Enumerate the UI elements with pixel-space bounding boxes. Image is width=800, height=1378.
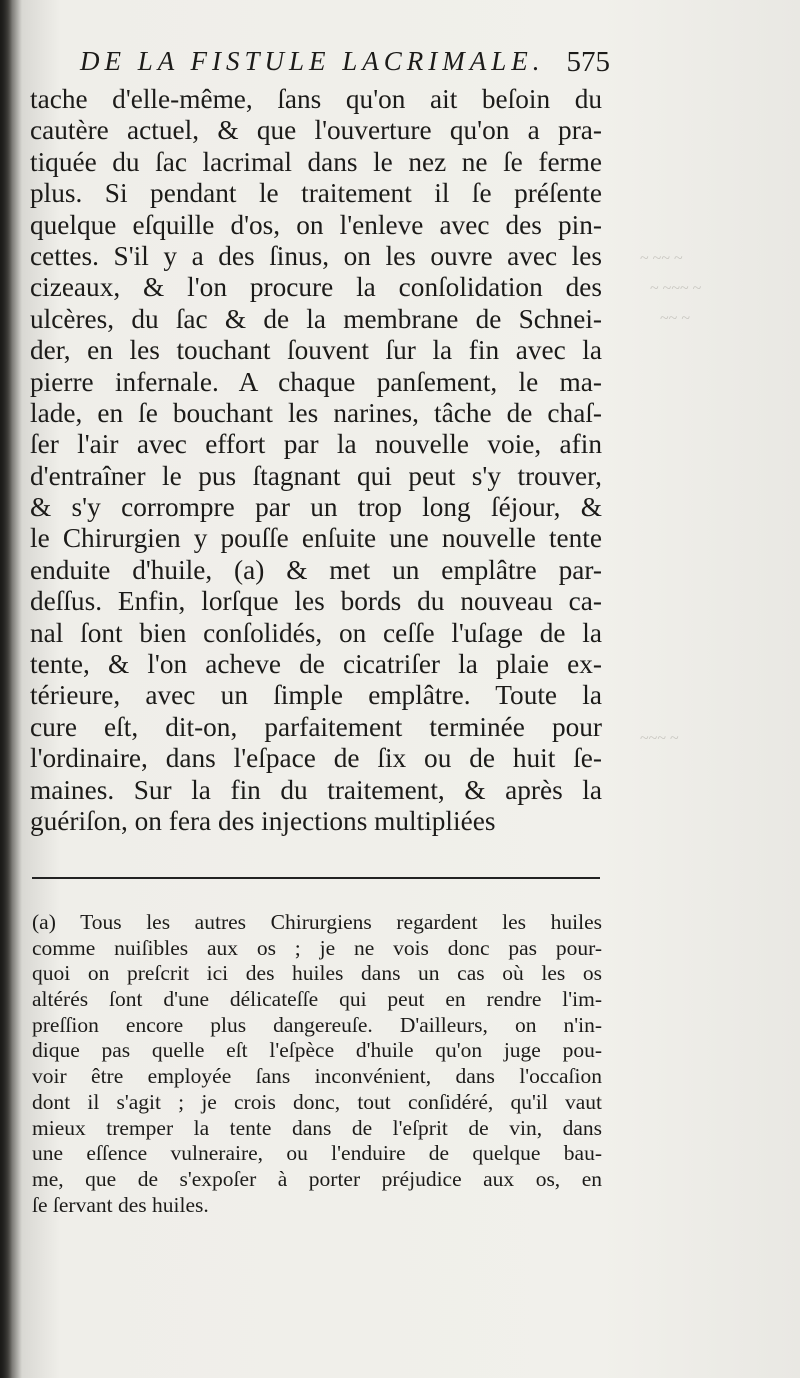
text-line: plus. Si pendant le traitement il ſe préſente xyxy=(30,178,602,209)
text-line: nal ſont bien conſolidés, on ceſſe l'uſage de la xyxy=(30,617,602,648)
footnote-line: altérés ſont d'une délicateſſe qui peut en rendre l'im- xyxy=(32,987,602,1012)
footnote-line: quoi on preſcrit ici des huiles dans un cas où les os xyxy=(32,961,602,986)
footnote-rule xyxy=(32,877,600,879)
footnote-line: (a) Tous les autres Chirurgiens regardent les huiles xyxy=(32,910,602,934)
text-line: guériſon, on fera des injections multipliées xyxy=(30,805,496,836)
text-line: quelque eſquille d'os, on l'enleve avec des pin- xyxy=(30,209,602,240)
page-number: 575 xyxy=(566,46,610,78)
bleed-through-mark: ~~~ ~ xyxy=(640,730,679,747)
footnote-line: preſſion encore plus dangereuſe. D'ailleurs, on n'in- xyxy=(32,1012,602,1037)
footnote-line: mieux tremper la tente dans de l'eſprit de vin, dans xyxy=(32,1115,602,1140)
text-line: pierre infernale. A chaque panſement, le ma- xyxy=(30,366,602,397)
text-line: cautère actuel, & que l'ouverture qu'on a pra- xyxy=(30,115,602,146)
text-line: der, en les touchant ſouvent ſur la fin avec la xyxy=(30,335,602,366)
binding-shadow xyxy=(0,0,12,1378)
main-text xyxy=(30,84,602,837)
text-line: ſer l'air avec effort par la nouvelle voie, afin xyxy=(30,429,602,460)
text-line: tache d'elle-même, ſans qu'on ait beſoin du xyxy=(30,84,602,114)
footnote xyxy=(32,910,602,1218)
running-title: DE LA FISTULE LACRIMALE. xyxy=(80,46,545,76)
footnote-line: dont il s'agit ; je crois donc, tout conſidéré, qu'il vaut xyxy=(32,1089,602,1114)
bleed-through-mark: ~~ ~ xyxy=(660,310,690,327)
text-line: & s'y corrompre par un trop long ſéjour, & xyxy=(30,492,602,523)
bleed-through-mark: ~ ~~~ ~ xyxy=(650,280,702,297)
footnote-line: dique pas quelle eſt l'eſpèce d'huile qu'on juge pou- xyxy=(32,1038,602,1063)
footnote-line: me, que de s'expoſer à porter préjudice aux os, en xyxy=(32,1166,602,1191)
text-line: tente, & l'on acheve de cicatriſer la plaie ex- xyxy=(30,649,602,680)
footnote-line: voir être employée ſans inconvénient, dans l'occaſion xyxy=(32,1064,602,1089)
text-line: térieure, avec un ſimple emplâtre. Toute la xyxy=(30,680,602,711)
page-header xyxy=(80,42,610,86)
text-line: maines. Sur la fin du traitement, & après la xyxy=(30,774,602,805)
text-line: le Chirurgien y pouſſe enſuite une nouvelle tente xyxy=(30,523,602,554)
text-line: cizeaux, & l'on procure la conſolidation des xyxy=(30,272,602,303)
footnote-line: ſe ſervant des huiles. xyxy=(32,1192,209,1217)
bleed-through-mark: ~ ~~ ~ xyxy=(640,250,683,267)
footnote-line: comme nuiſibles aux os ; je ne vois donc pas pour- xyxy=(32,935,602,960)
text-line: lade, en ſe bouchant les narines, tâche de chaſ- xyxy=(30,397,602,428)
footnote-line: une eſſence vulneraire, ou l'enduire de quelque bau- xyxy=(32,1141,602,1166)
text-line: deſſus. Enfin, lorſque les bords du nouveau ca- xyxy=(30,586,602,617)
text-line: cure eſt, dit-on, parfaitement terminée pour xyxy=(30,711,602,742)
text-line: enduite d'huile, (a) & met un emplâtre par- xyxy=(30,554,602,585)
text-line: cettes. S'il y a des ſinus, on les ouvre avec les xyxy=(30,240,602,271)
text-line: d'entraîner le pus ſtagnant qui peut s'y trouver, xyxy=(30,460,602,491)
text-line: ulcères, du ſac & de la membrane de Schnei- xyxy=(30,303,602,334)
text-line: l'ordinaire, dans l'eſpace de ſix ou de huit ſe- xyxy=(30,743,602,774)
text-line: tiquée du ſac lacrimal dans le nez ne ſe ferme xyxy=(30,146,602,177)
